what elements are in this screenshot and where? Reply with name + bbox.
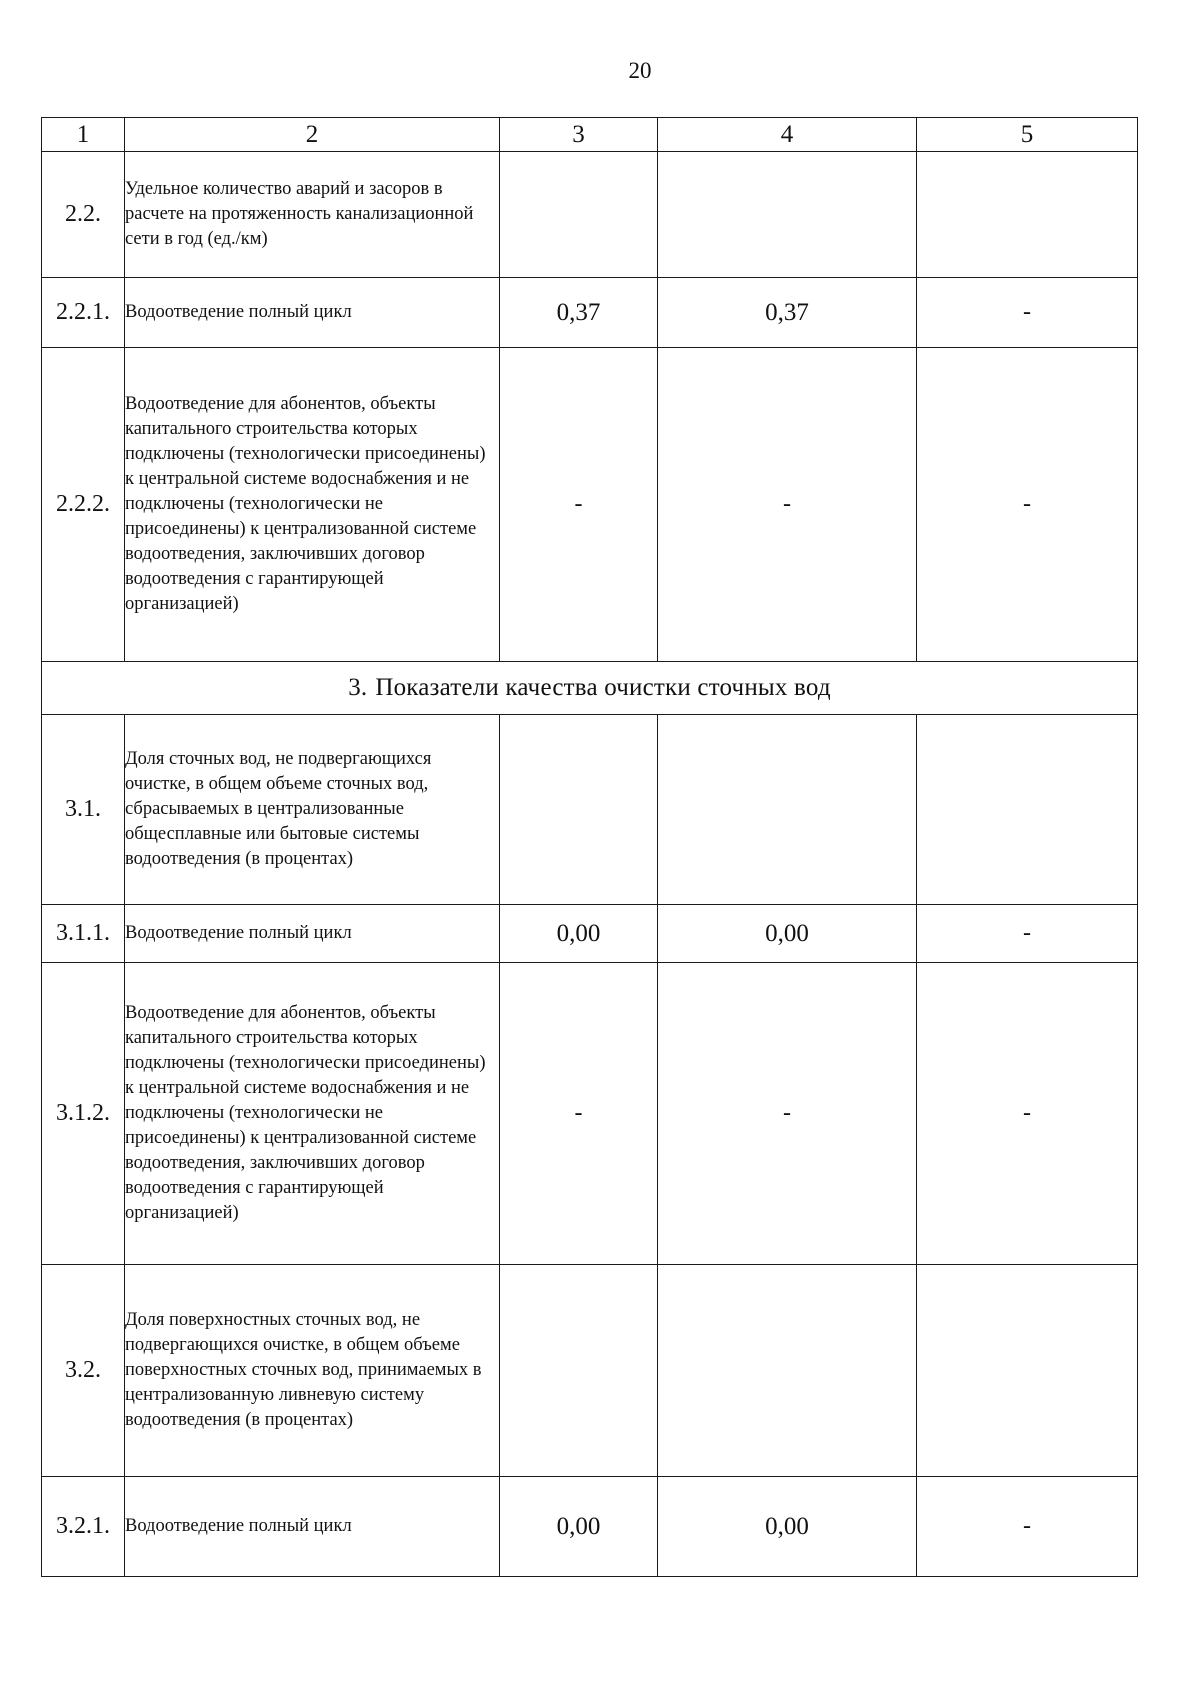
value-col4 [658,715,917,905]
table-row [42,348,1138,662]
value-col3: 0,37 [500,278,658,348]
value-col4: 0,37 [658,278,917,348]
value-col5 [917,715,1138,905]
row-description: Водоотведение для абонентов, объекты капитального строительства которых подключены (технологически присоединены) к центральной системе водоснабжения и не подключены (технологически не присоединены) к централизованной системе водоотведения, заключивших договор водоотведения с гарантирующей организацией) [125,348,500,662]
row-number: 3.2. [42,1265,125,1477]
indicators-table [41,117,1138,1577]
row-description: Удельное количество аварий и засоров в расчете на протяженность канализационной сети в год (ед./км) [125,152,500,278]
table-row [42,715,1138,905]
row-description: Доля сточных вод, не подвергающихся очистке, в общем объеме сточных вод, сбрасываемых в централизованные общесплавные или бытовые системы водоотведения (в процентах) [125,715,500,905]
value-col4: - [658,348,917,662]
value-col3 [500,152,658,278]
value-col3 [500,1265,658,1477]
section-row [42,662,1138,715]
value-col3 [500,715,658,905]
value-col3: 0,00 [500,1477,658,1577]
column-header-4: 4 [658,118,917,152]
table-row [42,905,1138,963]
row-number: 2.2.1. [42,278,125,348]
table-row [42,1265,1138,1477]
value-col3: 0,00 [500,905,658,963]
row-number: 3.1.2. [42,963,125,1265]
value-col5: - [917,1477,1138,1577]
page-number: 20 [628,58,652,83]
row-number: 3.1.1. [42,905,125,963]
value-col5: - [917,963,1138,1265]
value-col5: - [917,348,1138,662]
value-col3: - [500,348,658,662]
table-row [42,278,1138,348]
section-number: 3. [348,674,368,701]
table-row [42,1477,1138,1577]
value-col5: - [917,905,1138,963]
row-description: Доля поверхностных сточных вод, не подвергающихся очистке, в общем объеме поверхностных сточных вод, принимаемых в централизованную ливневую систему водоотведения (в процентах) [125,1265,500,1477]
value-col4: 0,00 [658,905,917,963]
table-row [42,963,1138,1265]
column-header-3: 3 [500,118,658,152]
value-col4: - [658,963,917,1265]
value-col3: - [500,963,658,1265]
row-description: Водоотведение для абонентов, объекты капитального строительства которых подключены (технологически присоединены) к центральной системе водоснабжения и не подключены (технологически не присоединены) к централизованной системе водоотведения, заключивших договор водоотведения с гарантирующей организацией) [125,963,500,1265]
table-row [42,152,1138,278]
column-header-2: 2 [125,118,500,152]
column-header-1: 1 [42,118,125,152]
row-description: Водоотведение полный цикл [125,278,500,348]
value-col5 [917,152,1138,278]
value-col4: 0,00 [658,1477,917,1577]
value-col5 [917,1265,1138,1477]
value-col4 [658,152,917,278]
row-number: 2.2. [42,152,125,278]
value-col5: - [917,278,1138,348]
value-col4 [658,1265,917,1477]
row-description: Водоотведение полный цикл [125,905,500,963]
section-title [42,662,1138,715]
table-header-row [42,118,1138,152]
column-header-5: 5 [917,118,1138,152]
section-heading: Показатели качества очистки сточных вод [375,674,831,701]
row-number: 3.2.1. [42,1477,125,1577]
row-number: 2.2.2. [42,348,125,662]
row-description: Водоотведение полный цикл [125,1477,500,1577]
row-number: 3.1. [42,715,125,905]
